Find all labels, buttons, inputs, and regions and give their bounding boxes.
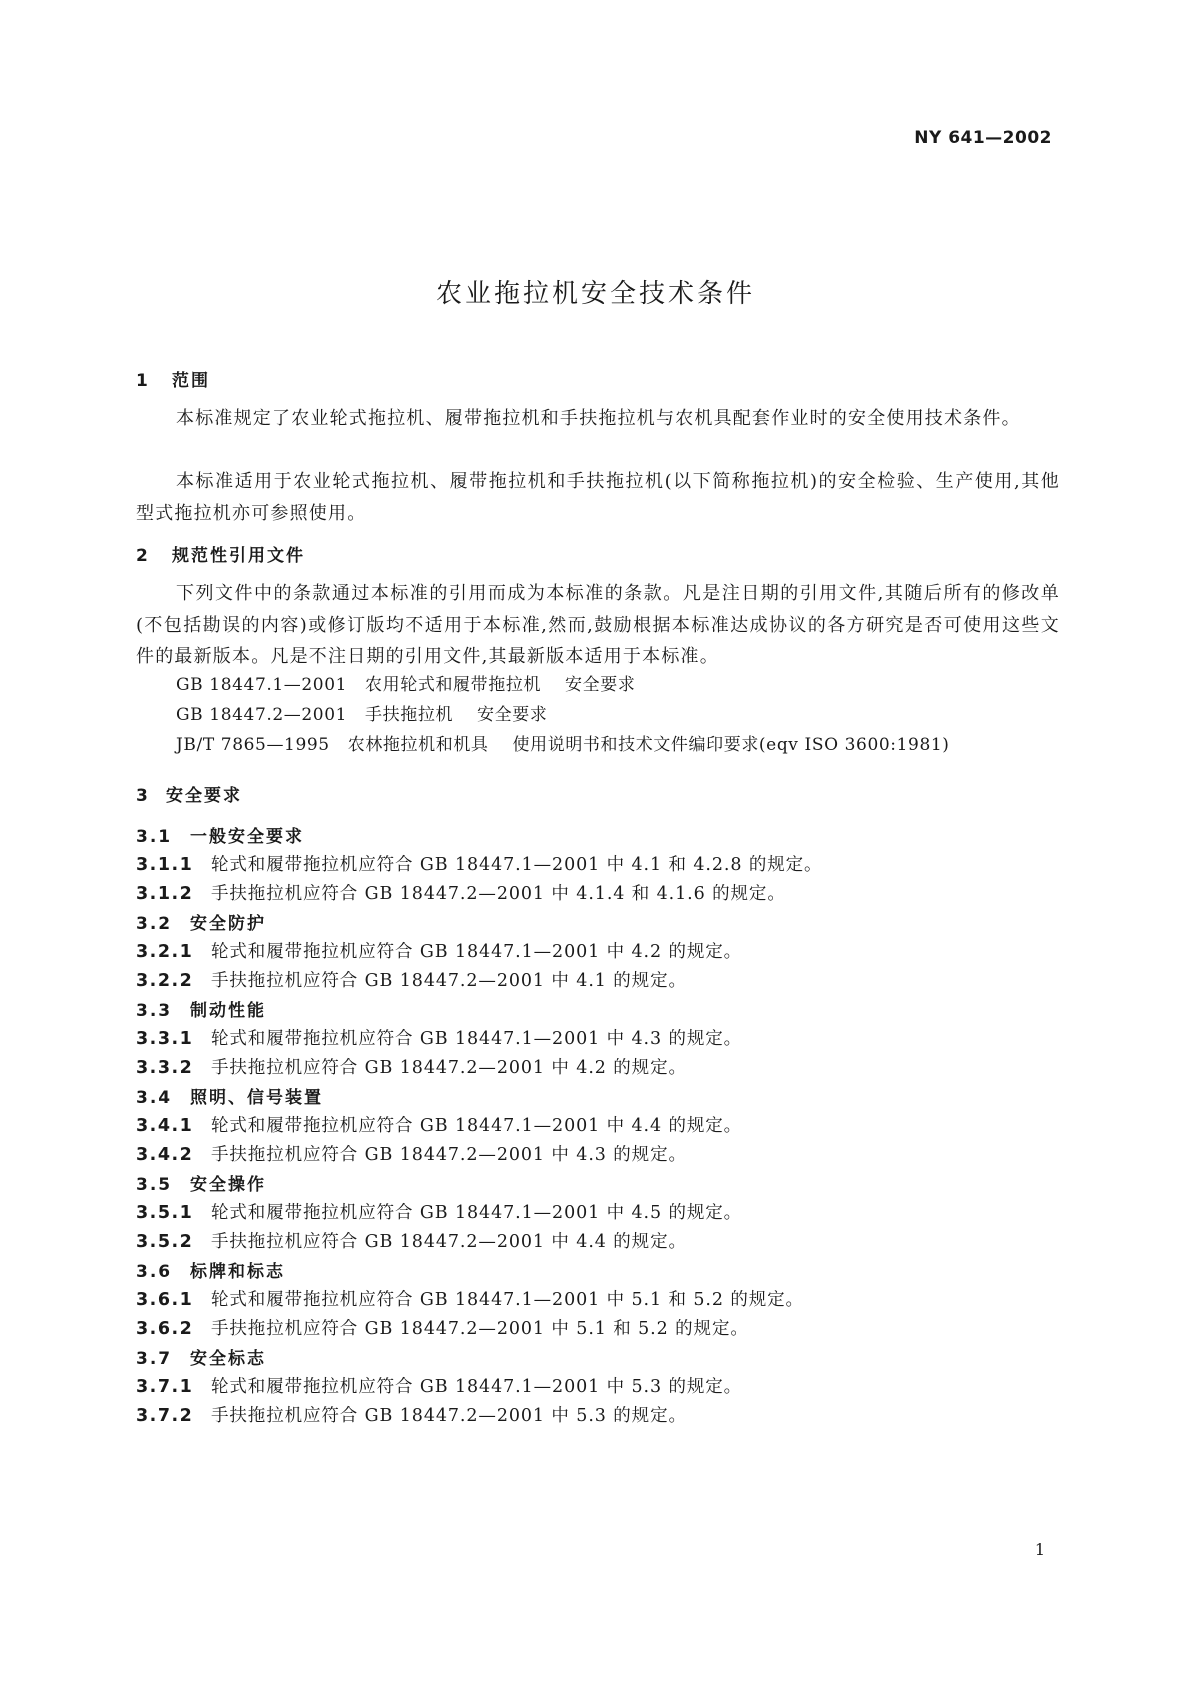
clause-text: 轮式和履带拖拉机应符合 GB 18447.1—2001 中 5.1 和 5.2 的规定。 <box>211 1290 804 1310</box>
reference-subtitle: 使用说明书和技术文件编印要求(eqv ISO 3600:1981) <box>512 735 950 755</box>
subsection-number: 3.1 <box>136 827 173 847</box>
reference-name: 农用轮式和履带拖拉机 <box>365 675 542 695</box>
reference-item <box>176 730 950 755</box>
clause-text: 手扶拖拉机应符合 GB 18447.2—2001 中 5.3 的规定。 <box>211 1406 687 1426</box>
subsection-number: 3.5 <box>136 1175 173 1195</box>
clause-number: 3.2.2 <box>136 971 194 991</box>
clause-number: 3.4.2 <box>136 1145 194 1165</box>
subsection-title: 照明、信号装置 <box>190 1088 323 1108</box>
clause-text: 手扶拖拉机应符合 GB 18447.2—2001 中 4.2 的规定。 <box>211 1058 687 1078</box>
subsection-heading <box>136 1170 266 1195</box>
clause-number: 3.6.2 <box>136 1319 194 1339</box>
reference-item <box>176 700 547 725</box>
subsection-title: 安全操作 <box>190 1175 266 1195</box>
reference-code: GB 18447.1—2001 <box>176 675 348 695</box>
subsection-title: 安全防护 <box>190 914 266 934</box>
reference-code: GB 18447.2—2001 <box>176 705 348 725</box>
subsection-title: 一般安全要求 <box>190 827 304 847</box>
clause-item <box>136 1025 742 1050</box>
clause-item <box>136 1315 749 1340</box>
reference-code: JB/T 7865—1995 <box>176 735 330 755</box>
subsection-heading <box>136 1257 285 1282</box>
clause-text: 手扶拖拉机应符合 GB 18447.2—2001 中 4.4 的规定。 <box>211 1232 687 1252</box>
clause-number: 3.7.2 <box>136 1406 194 1426</box>
clause-text: 轮式和履带拖拉机应符合 GB 18447.1—2001 中 4.4 的规定。 <box>211 1116 743 1136</box>
reference-name: 农林拖拉机和机具 <box>347 735 489 755</box>
reference-name: 手扶拖拉机 <box>365 705 454 725</box>
paragraph-references: 下列文件中的条款通过本标准的引用而成为本标准的条款。凡是注日期的引用文件,其随后所有的修改单(不包括勘误的内容)或修订版均不适用于本标准,然而,鼓励根据本标准达成协议的各方研究是否可使用这些文件的最新版本。凡是不注日期的引用文件,其最新版本适用于本标准。 <box>136 583 1060 667</box>
clause-item <box>136 938 742 963</box>
subsection-heading <box>136 996 266 1021</box>
clause-item <box>136 1402 687 1427</box>
subsection-heading <box>136 909 266 934</box>
section-title: 范围 <box>172 371 210 391</box>
section-number: 3 <box>136 786 150 806</box>
clause-number: 3.6.1 <box>136 1290 194 1310</box>
clause-number: 3.4.1 <box>136 1116 194 1136</box>
paragraph-scope-1: 本标准规定了农业轮式拖拉机、履带拖拉机和手扶拖拉机与农机具配套作业时的安全使用技术条件。 <box>176 408 1021 429</box>
subsection-title: 安全标志 <box>190 1349 266 1369</box>
clause-number: 3.3.2 <box>136 1058 194 1078</box>
clause-text: 轮式和履带拖拉机应符合 GB 18447.1—2001 中 4.5 的规定。 <box>211 1203 743 1223</box>
reference-subtitle: 安全要求 <box>565 675 636 695</box>
subsection-heading <box>136 1083 323 1108</box>
clause-number: 3.7.1 <box>136 1377 194 1397</box>
clause-number: 3.1.2 <box>136 884 194 904</box>
section-title: 安全要求 <box>166 786 242 806</box>
clause-item <box>136 1054 687 1079</box>
clause-item <box>136 1373 742 1398</box>
clause-text: 手扶拖拉机应符合 GB 18447.2—2001 中 4.1.4 和 4.1.6 的规定。 <box>211 884 786 904</box>
section-3-heading <box>136 781 242 806</box>
subsection-title: 制动性能 <box>190 1001 266 1021</box>
document-title: 农业拖拉机安全技术条件 <box>435 279 755 309</box>
clause-text: 手扶拖拉机应符合 GB 18447.2—2001 中 4.1 的规定。 <box>211 971 687 991</box>
reference-item <box>176 670 635 695</box>
clause-text: 轮式和履带拖拉机应符合 GB 18447.1—2001 中 4.1 和 4.2.8 的规定。 <box>211 855 823 875</box>
clause-number: 3.1.1 <box>136 855 194 875</box>
clause-item <box>136 1199 742 1224</box>
clause-item <box>136 1141 687 1166</box>
clause-text: 手扶拖拉机应符合 GB 18447.2—2001 中 4.3 的规定。 <box>211 1145 687 1165</box>
subsection-heading <box>136 822 304 847</box>
section-1-heading <box>136 366 210 391</box>
clause-item <box>136 967 687 992</box>
clause-item <box>136 1112 742 1137</box>
clause-text: 轮式和履带拖拉机应符合 GB 18447.1—2001 中 5.3 的规定。 <box>211 1377 743 1397</box>
clause-item <box>136 851 822 876</box>
section-2-heading <box>136 541 305 566</box>
clause-text: 轮式和履带拖拉机应符合 GB 18447.1—2001 中 4.2 的规定。 <box>211 942 743 962</box>
section-number: 1 <box>136 371 150 391</box>
clause-text: 手扶拖拉机应符合 GB 18447.2—2001 中 5.1 和 5.2 的规定。 <box>211 1319 749 1339</box>
subsection-number: 3.7 <box>136 1349 173 1369</box>
clause-number: 3.5.1 <box>136 1203 194 1223</box>
section-number: 2 <box>136 546 150 566</box>
clause-item <box>136 1228 687 1253</box>
subsection-number: 3.4 <box>136 1088 173 1108</box>
subsection-number: 3.6 <box>136 1262 173 1282</box>
section-title: 规范性引用文件 <box>172 546 305 566</box>
paragraph-scope-2: 本标准适用于农业轮式拖拉机、履带拖拉机和手扶拖拉机(以下简称拖拉机)的安全检验、生产使用,其他型式拖拉机亦可参照使用。 <box>136 471 1060 524</box>
clause-item <box>136 880 786 905</box>
subsection-number: 3.3 <box>136 1001 173 1021</box>
clause-item <box>136 1286 804 1311</box>
page-number: 1 <box>1034 1540 1045 1559</box>
subsection-title: 标牌和标志 <box>190 1262 285 1282</box>
subsection-number: 3.2 <box>136 914 173 934</box>
clause-number: 3.2.1 <box>136 942 194 962</box>
subsection-heading <box>136 1344 266 1369</box>
clause-number: 3.5.2 <box>136 1232 194 1252</box>
document-code: NY 641—2002 <box>914 128 1052 148</box>
clause-number: 3.3.1 <box>136 1029 194 1049</box>
clause-text: 轮式和履带拖拉机应符合 GB 18447.1—2001 中 4.3 的规定。 <box>211 1029 743 1049</box>
reference-subtitle: 安全要求 <box>477 705 548 725</box>
